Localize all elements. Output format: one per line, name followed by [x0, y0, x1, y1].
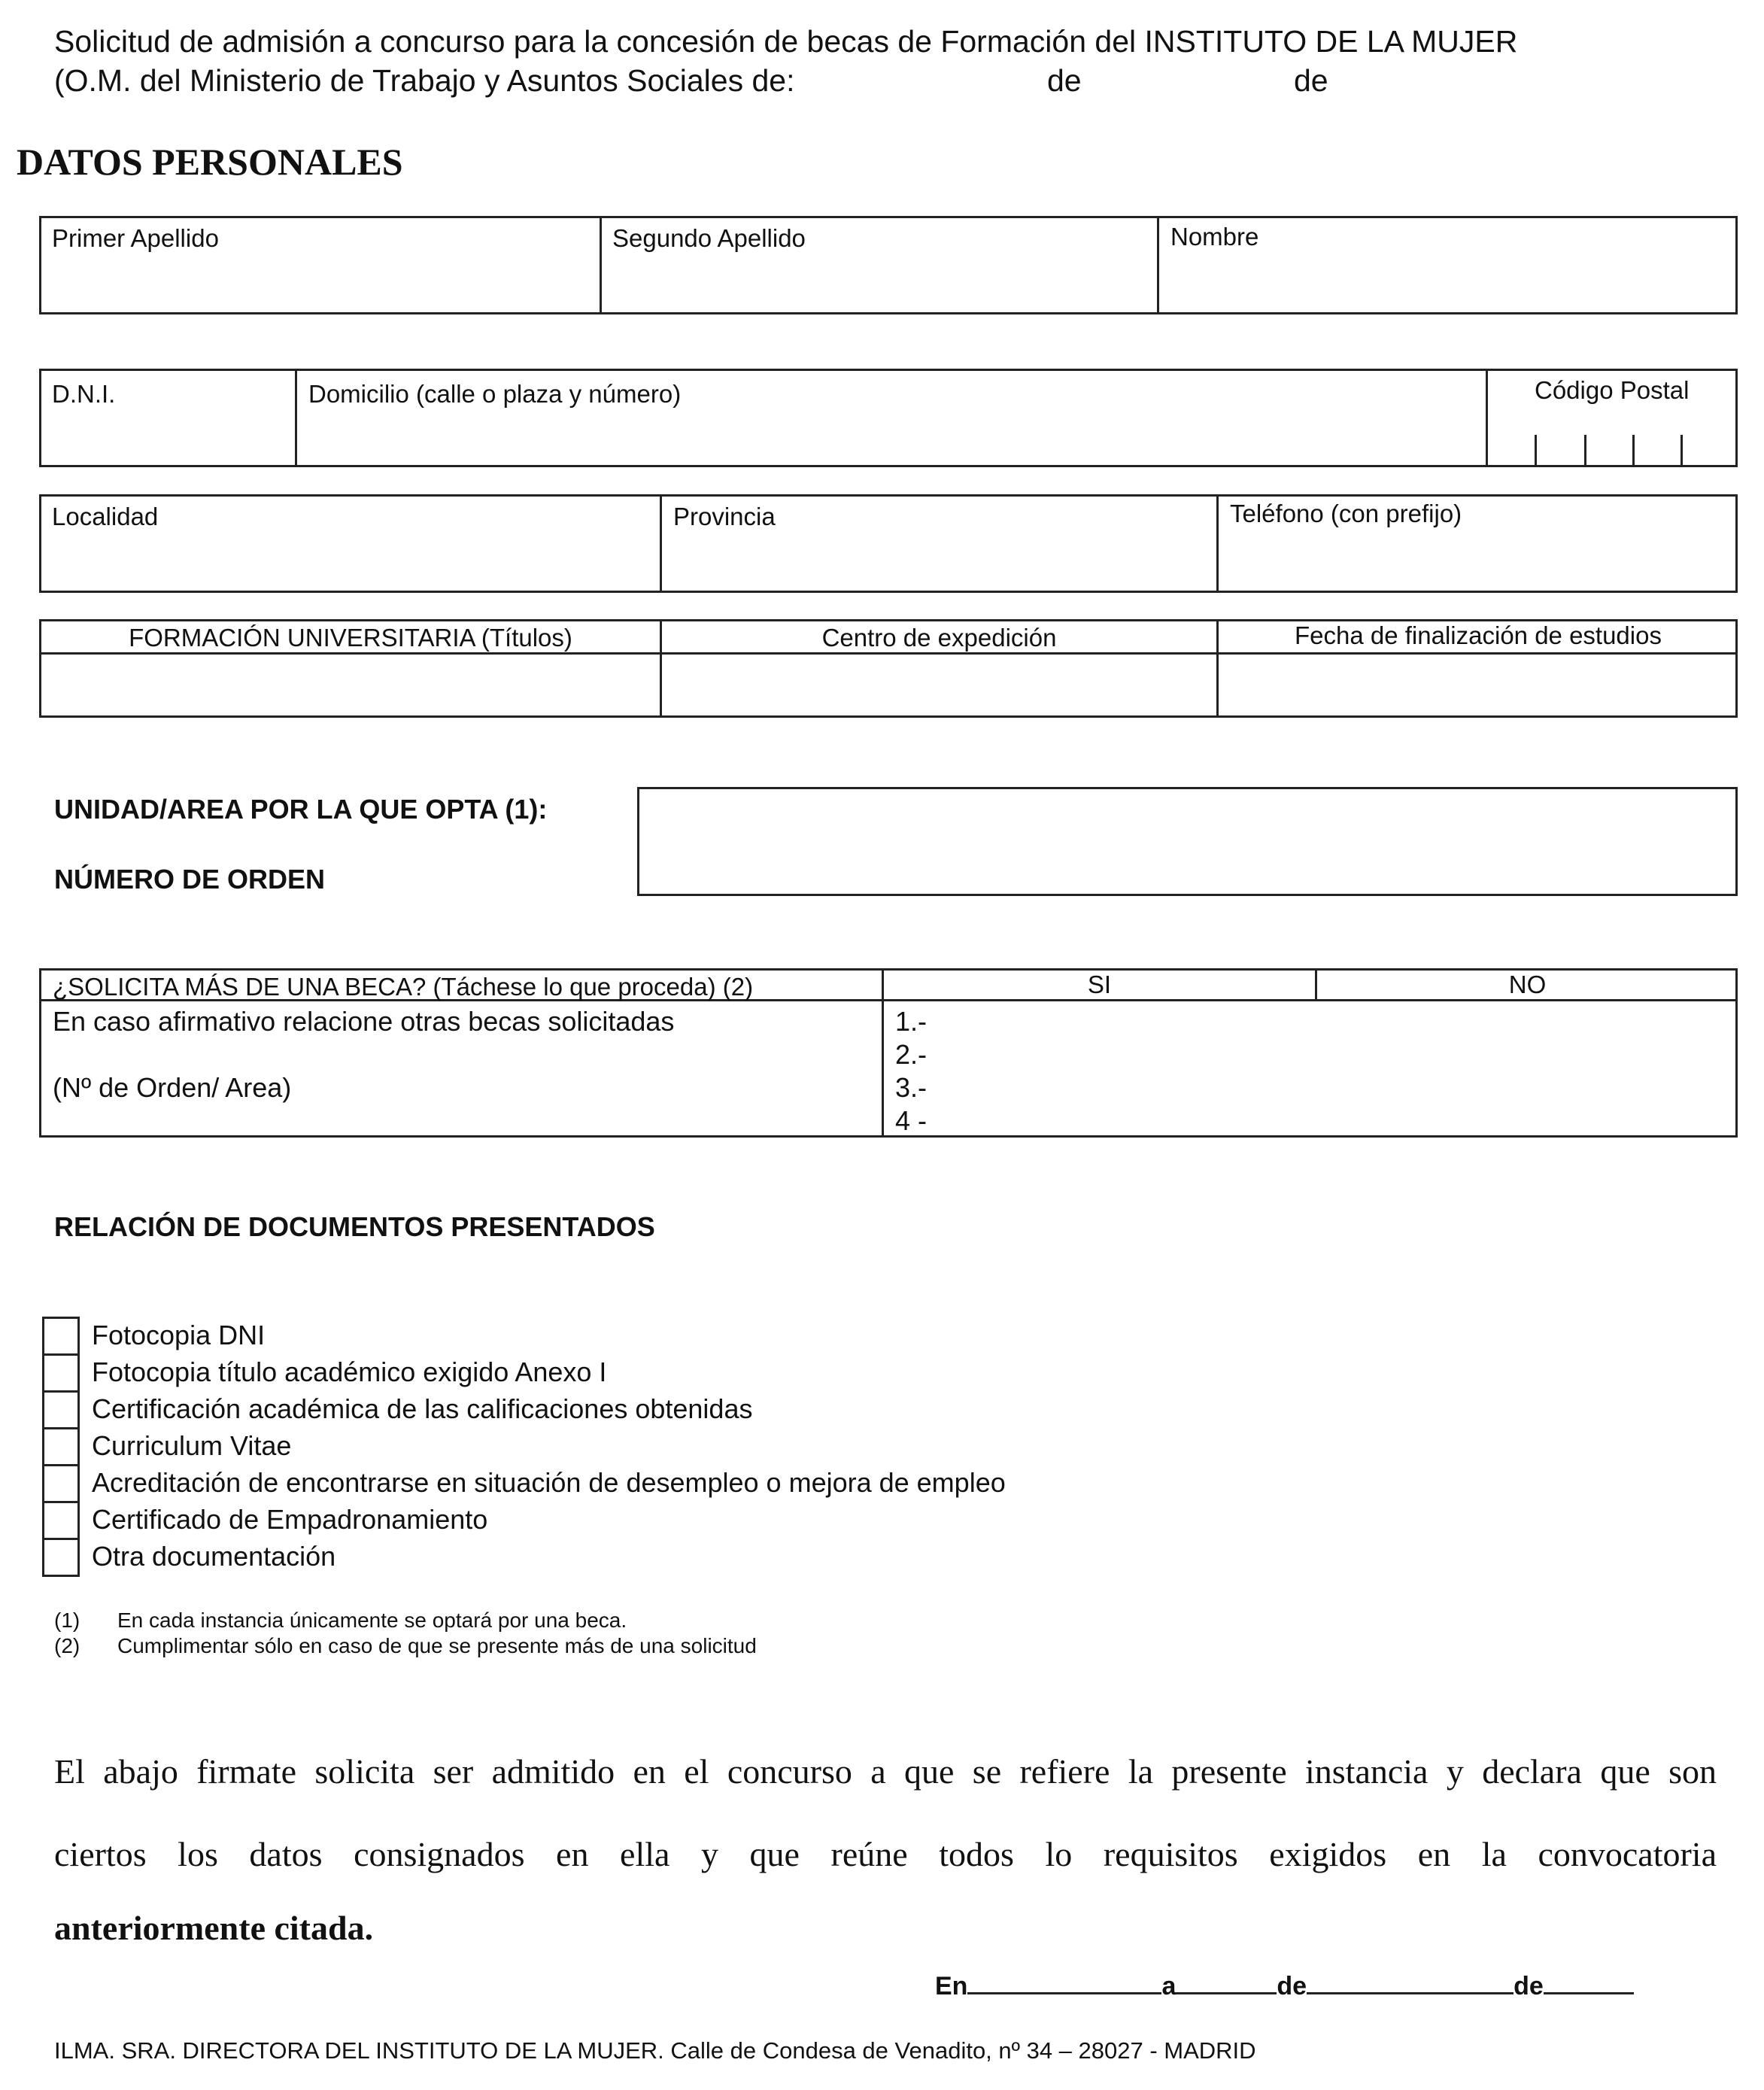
documento-label: Certificado de Empadronamiento — [92, 1504, 488, 1535]
beca-item-1[interactable]: 1.- — [895, 1006, 928, 1037]
domicilio-label: Domicilio (calle o plaza y número) — [308, 380, 682, 408]
declaration-line-2: ciertos los datos consignados en ella y que reúne todos lo requisitos exigidos en la convocatoria — [54, 1835, 1717, 1873]
unidad-area-label: UNIDAD/AREA POR LA QUE OPTA (1): — [54, 794, 548, 825]
telefono-field[interactable] — [1230, 538, 1726, 583]
documento-checkbox-desempleo[interactable] — [42, 1464, 80, 1501]
segundo-apellido-field[interactable] — [613, 260, 1147, 305]
segundo-apellido-label: Segundo Apellido — [612, 224, 806, 252]
nombre-field[interactable] — [1170, 260, 1727, 305]
becas-si-option[interactable]: SI — [1087, 971, 1112, 998]
fecha-finalizacion-field[interactable] — [1230, 662, 1726, 710]
signature-month-field[interactable] — [1307, 1970, 1514, 1994]
documento-label: Otra documentación — [92, 1541, 336, 1572]
codigo-postal-label: Código Postal — [1535, 376, 1690, 404]
beca-item-4[interactable]: 4 - — [895, 1105, 928, 1136]
documento-checkbox-curriculum[interactable] — [42, 1427, 80, 1464]
header-line-1: Solicitud de admisión a concurso para la concesión de becas de Formación del INSTITUTO DE LA MUJER — [54, 24, 1518, 59]
documento-label: Certificación académica de las calificaciones obtenidas — [92, 1393, 753, 1424]
beca-item-3[interactable]: 3.- — [895, 1072, 928, 1103]
becas-relacione-label: En caso afirmativo relacione otras becas solicitadas — [53, 1006, 675, 1037]
documento-checkbox-certificacion[interactable] — [42, 1390, 80, 1427]
unidad-area-field[interactable] — [637, 787, 1738, 896]
declaration-line-3: anteriormente citada. — [54, 1909, 374, 1947]
signature-place-field[interactable] — [967, 1970, 1161, 1994]
provincia-label: Provincia — [673, 503, 776, 530]
codigo-postal-field[interactable] — [1489, 421, 1730, 463]
signature-a: a — [1161, 1972, 1177, 2000]
localidad-field[interactable] — [53, 538, 651, 583]
note-2-number: (2) — [54, 1634, 80, 1657]
domicilio-field[interactable] — [308, 414, 1474, 459]
formacion-titulos-label: FORMACIÓN UNIVERSITARIA (Títulos) — [129, 624, 572, 652]
documento-checkbox-empadronamiento[interactable] — [42, 1501, 80, 1538]
signature-en: En — [935, 1972, 968, 2000]
documentos-title: RELACIÓN DE DOCUMENTOS PRESENTADOS — [54, 1211, 655, 1242]
documento-label: Curriculum Vitae — [92, 1430, 292, 1461]
centro-expedicion-label: Centro de expedición — [821, 624, 1057, 652]
primer-apellido-field[interactable] — [53, 260, 591, 305]
signature-de-2: de — [1514, 1972, 1544, 2000]
becas-orden-area-label: (Nº de Orden/ Area) — [53, 1072, 292, 1103]
documento-label: Acreditación de encontrarse en situación de desempleo o mejora de empleo — [92, 1467, 1006, 1498]
footer-address: ILMA. SRA. DIRECTORA DEL INSTITUTO DE LA MUJER. Calle de Condesa de Venadito, nº 34 – 28027 - MADRID — [54, 2037, 1256, 2064]
dni-label: D.N.I. — [52, 380, 116, 408]
header-de-1: de — [1047, 63, 1082, 98]
header-de-2: de — [1294, 63, 1328, 98]
documento-checkbox-titulo[interactable] — [42, 1353, 80, 1390]
localidad-label: Localidad — [52, 503, 159, 530]
declaration-line-1: El abajo firmate solicita ser admitido en el concurso a que se refiere la presente instancia y declara que son — [54, 1752, 1717, 1791]
note-2-text: Cumplimentar sólo en caso de que se presente más de una solicitud — [117, 1634, 757, 1657]
section-title-datos-personales: DATOS PERSONALES — [17, 141, 403, 183]
note-1-text: En cada instancia únicamente se optará por una beca. — [117, 1609, 627, 1632]
numero-orden-label: NÚMERO DE ORDEN — [54, 864, 326, 895]
documento-label: Fotocopia título académico exigido Anexo I — [92, 1356, 607, 1387]
documento-checkbox-dni[interactable] — [42, 1317, 80, 1353]
becas-question-label: ¿SOLICITA MÁS DE UNA BECA? (Táchese lo que proceda) (2) — [53, 973, 754, 1001]
formacion-titulos-field[interactable] — [53, 662, 651, 710]
signature-de-1: de — [1277, 1972, 1307, 2000]
dni-field[interactable] — [53, 414, 286, 459]
nombre-label: Nombre — [1170, 223, 1259, 251]
signature-year-field[interactable] — [1544, 1970, 1634, 1994]
primer-apellido-label: Primer Apellido — [52, 224, 219, 252]
centro-expedicion-field[interactable] — [673, 662, 1207, 710]
documento-checkbox-otra[interactable] — [42, 1538, 80, 1577]
signature-line — [935, 1970, 1634, 2001]
header-line-2: (O.M. del Ministerio de Trabajo y Asuntos Sociales de: — [54, 63, 795, 98]
signature-day-field[interactable] — [1176, 1970, 1277, 1994]
telefono-label: Teléfono (con prefijo) — [1230, 500, 1462, 527]
fecha-finalizacion-label: Fecha de finalización de estudios — [1295, 621, 1662, 649]
becas-no-option[interactable]: NO — [1508, 971, 1547, 998]
note-1-number: (1) — [54, 1609, 80, 1632]
provincia-field[interactable] — [673, 538, 1207, 583]
documento-label: Fotocopia DNI — [92, 1320, 266, 1350]
beca-item-2[interactable]: 2.- — [895, 1039, 928, 1070]
